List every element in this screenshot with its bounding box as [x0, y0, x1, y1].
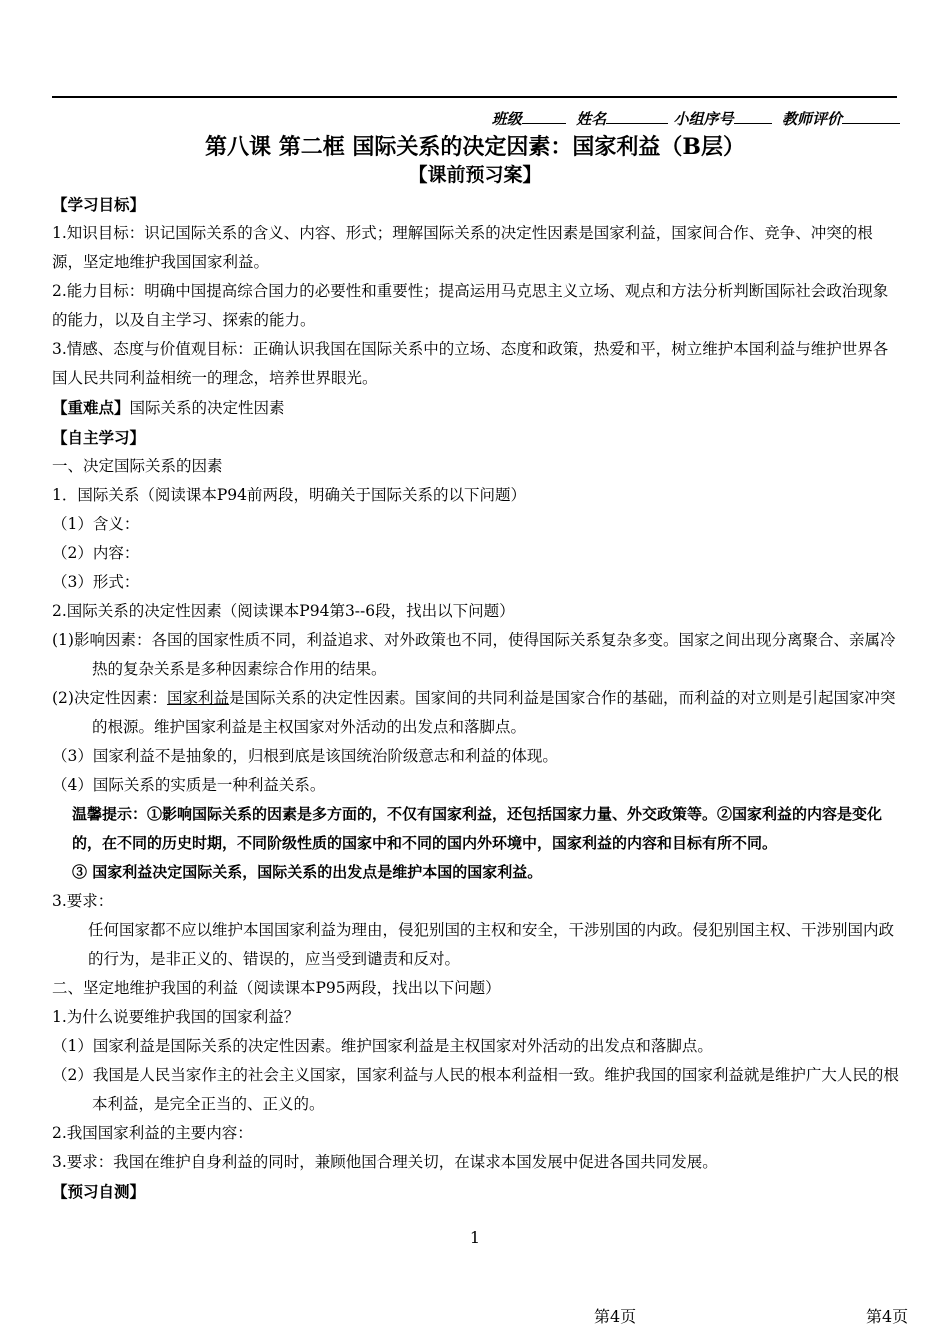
question-3-text: 任何国家都不应以维护本国国家利益为理由，侵犯别国的主权和安全，干涉别国的内政。侵犯别国主权、干涉别国内政的行为，是非正义的、错误的，应当受到谴责和反对。 — [88, 921, 895, 968]
question-2b-underlined: 国家利益 — [166, 689, 229, 707]
tip-1: 温馨提示：①影响国际关系的因素是多方面的，不仅有国家利益，还包括国家力量、外交政策等。②国家利益的内容是变化的，在不同的历史时期，不同阶级性质的国家中和不同的国内外环境中，国家利益的内容和目标有所不同。 — [72, 805, 883, 852]
teacher-label: 教师评价 — [781, 110, 842, 128]
key-point-text: 国际关系的决定性因素 — [129, 399, 285, 417]
question-2: 2.国际关系的决定性因素（阅读课本P94第3--6段，找出以下问题） — [52, 602, 515, 620]
question-1: 1．国际关系（阅读课本P94前两段，明确关于国际关系的以下问题） — [52, 486, 527, 504]
question-2b — [52, 684, 900, 742]
page-subtitle: 【课前预习案】 — [408, 164, 542, 186]
question-2b-prefix: (2)决定性因素： — [52, 689, 167, 707]
reason-1b: （2）我国是人民当家作主的社会主义国家，国家利益与人民的根本利益相一致。维护我国的国家利益就是维护广大人民的根本利益，是完全正当的、正义的。 — [52, 1066, 899, 1113]
page-title: 第八课 第二框 国际关系的决定因素：国家利益（B层） — [205, 134, 745, 160]
question-2a: (1)影响因素：各国的国家性质不同，利益追求、对外政策也不同，使得国际关系复杂多变。国家之间出现分离聚合、亲属冷热的复杂关系是多种因素综合作用的结果。 — [52, 631, 896, 678]
goal-1: 1.知识目标：识记国际关系的含义、内容、形式；理解国际关系的决定性因素是国家利益，国家间合作、竞争、冲突的根源，坚定地维护我国国家利益。 — [52, 224, 873, 271]
student-info-line — [492, 108, 900, 129]
class-blank — [522, 109, 566, 124]
reason-1a: （1）国家利益是国际关系的决定性因素。维护国家利益是主权国家对外活动的出发点和落脚点。 — [52, 1037, 713, 1055]
question-2d: （4）国际关系的实质是一种利益关系。 — [52, 776, 326, 794]
self-test-heading: 【预习自测】 — [52, 1182, 146, 1201]
reason-1: 1.为什么说要维护我国的国家利益？ — [52, 1008, 300, 1026]
question-1b: （2）内容： — [52, 544, 140, 562]
name-blank — [606, 109, 668, 124]
reason-2: 2.我国国家利益的主要内容： — [52, 1124, 253, 1142]
footer-page-right: 第4页 — [866, 1307, 909, 1326]
footer-page-left: 第4页 — [594, 1307, 637, 1326]
tip-2: ③ 国家利益决定国际关系，国际关系的出发点是维护本国的国家利益。 — [72, 863, 543, 881]
group-blank — [734, 109, 772, 124]
question-2c: （3）国家利益不是抽象的，归根到底是该国统治阶级意志和利益的体现。 — [52, 747, 558, 765]
teacher-blank — [842, 109, 900, 124]
self-study-heading: 【自主学习】 — [52, 428, 146, 447]
goals-heading: 【学习目标】 — [52, 195, 146, 214]
name-label: 姓名 — [576, 110, 607, 128]
goal-3: 3.情感、态度与价值观目标：正确认识我国在国际关系中的立场、态度和政策，热爱和平，树立维护本国利益与维护世界各国人民共同利益相统一的理念，培养世界眼光。 — [52, 340, 889, 387]
class-label: 班级 — [491, 110, 522, 128]
part-1-heading: 一、决定国际关系的因素 — [52, 457, 223, 475]
goal-2: 2.能力目标：明确中国提高综合国力的必要性和重要性；提高运用马克思主义立场、观点和方法分析判断国际社会政治现象的能力，以及自主学习、探索的能力。 — [52, 282, 889, 329]
main-content — [52, 190, 900, 1206]
page-number: 1 — [469, 1228, 481, 1247]
question-3: 3.要求： — [52, 892, 114, 910]
question-1a: （1）含义： — [52, 515, 140, 533]
question-2b-rest: 是国际关系的决定性因素。国家间的共同利益是国家合作的基础，而利益的对立则是引起国家冲突的根源。维护国家利益是主权国家对外活动的出发点和落脚点。 — [92, 689, 896, 736]
group-label: 小组序号 — [673, 110, 734, 128]
top-rule — [52, 96, 897, 98]
key-point — [52, 393, 900, 423]
key-point-label: 【重难点】 — [52, 398, 130, 417]
part-2-heading: 二、坚定地维护我国的利益（阅读课本P95两段，找出以下问题） — [52, 979, 501, 997]
reason-3: 3.要求：我国在维护自身利益的同时，兼顾他国合理关切，在谋求本国发展中促进各国共同发展。 — [52, 1153, 718, 1171]
question-1c: （3）形式： — [52, 573, 140, 591]
